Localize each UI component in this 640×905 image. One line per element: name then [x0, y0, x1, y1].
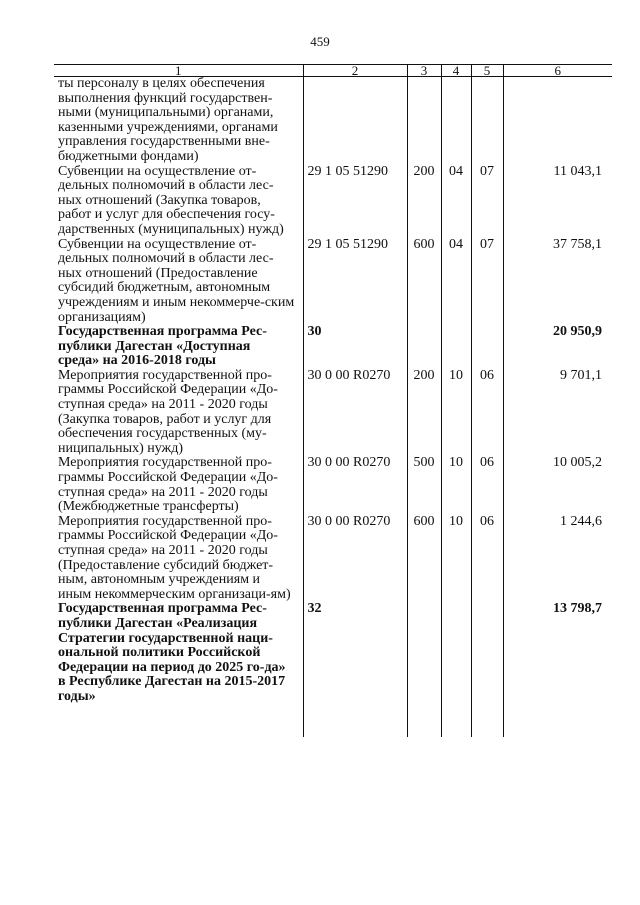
row-col5 [471, 77, 503, 165]
column-header: 3 [407, 65, 441, 77]
row-col3 [407, 325, 441, 369]
row-col4: 04 [441, 165, 471, 238]
column-header: 5 [471, 65, 503, 77]
empty-cell [441, 705, 471, 737]
row-amount: 11 043,1 [503, 165, 612, 238]
table-row [54, 325, 612, 369]
column-header-row [54, 65, 612, 77]
row-col5: 06 [471, 456, 503, 514]
row-col5: 06 [471, 515, 503, 603]
row-col4: 04 [441, 238, 471, 326]
row-col5 [471, 325, 503, 369]
empty-cell [503, 705, 612, 737]
row-col5: 07 [471, 238, 503, 326]
empty-cell [54, 705, 303, 737]
row-code: 30 0 00 R0270 [303, 515, 407, 603]
table-row [54, 77, 612, 165]
row-amount: 1 244,6 [503, 515, 612, 603]
row-col4 [441, 325, 471, 369]
row-col4 [441, 602, 471, 704]
row-col4: 10 [441, 456, 471, 514]
row-code: 29 1 05 51290 [303, 238, 407, 326]
row-code: 30 [303, 325, 407, 369]
column-header: 1 [54, 65, 303, 77]
row-col4 [441, 77, 471, 165]
table-row [54, 602, 612, 704]
row-col5: 07 [471, 165, 503, 238]
page-number: 459 [310, 34, 330, 49]
column-header: 2 [303, 65, 407, 77]
row-col3 [407, 77, 441, 165]
table-row [54, 515, 612, 603]
row-code: 30 0 00 R0270 [303, 369, 407, 457]
table-row [54, 238, 612, 326]
budget-table [54, 64, 612, 737]
row-col4: 10 [441, 515, 471, 603]
row-col3 [407, 602, 441, 704]
empty-cell [407, 705, 441, 737]
row-description: Субвенции на осуществление от-дельных полномочий в области лес-ных отношений (Закупка товаров, работ и услуг для обеспечения госу-дарственных (муниципальных) нужд) [58, 163, 284, 237]
row-col5: 06 [471, 369, 503, 457]
row-amount [503, 77, 612, 165]
empty-cell [303, 705, 407, 737]
row-description: Субвенции на осуществление от-дельных полномочий в области лес-ных отношений (Предоставление субсидий бюджетным, автономным учреждениям и иным некоммерче-ским организациям) [58, 236, 295, 325]
row-description: Государственная программа Рес-публики Дагестан «Доступная среда» на 2016-2018 годы [58, 324, 267, 369]
row-description: ты персоналу в целях обеспечения выполнения функций государствен-ными (муниципальными) органами, казенными учреждениями, органами управления государственными вне-бюджетными фондами) [58, 76, 278, 164]
row-description: Мероприятия государственной про-граммы Российской Федерации «До-ступная среда» на 2011 - 2020 годы (Предоставление субсидий бюджет-ным, автономным учреждениям и иным некоммерческим организаци-ям) [58, 513, 291, 602]
row-amount: 10 005,2 [503, 456, 612, 514]
row-col4: 10 [441, 369, 471, 457]
table-row [54, 456, 612, 514]
row-amount: 20 950,9 [503, 325, 612, 369]
row-description: Мероприятия государственной про-граммы Российской Федерации «До-ступная среда» на 2011 - 2020 годы (Межбюджетные трансферты) [58, 455, 278, 515]
table-row [54, 165, 612, 238]
empty-cell [471, 705, 503, 737]
row-col5 [471, 602, 503, 704]
row-col3: 200 [407, 369, 441, 457]
row-col3: 500 [407, 456, 441, 514]
row-description: Государственная программа Рес-публики Дагестан «Реализация Стратегии государственной наци-ональной политики Российской Федерации на период до 2025 го-да» в Республике Дагестан на 2015-2017 годы» [58, 601, 286, 704]
column-header: 4 [441, 65, 471, 77]
row-code: 32 [303, 602, 407, 704]
table-fill-row [54, 705, 612, 737]
row-col3: 600 [407, 515, 441, 603]
table-row [54, 369, 612, 457]
row-col3: 600 [407, 238, 441, 326]
row-code: 30 0 00 R0270 [303, 456, 407, 514]
row-col3: 200 [407, 165, 441, 238]
row-code: 29 1 05 51290 [303, 165, 407, 238]
row-amount: 13 798,7 [503, 602, 612, 704]
column-header: 6 [503, 65, 612, 77]
row-amount: 9 701,1 [503, 369, 612, 457]
row-code [303, 77, 407, 165]
row-description: Мероприятия государственной про-граммы Российской Федерации «До-ступная среда» на 2011 - 2020 годы (Закупка товаров, работ и услуг для обеспечения государственных (му-ниципальных) нужд) [58, 367, 278, 456]
row-amount: 37 758,1 [503, 238, 612, 326]
